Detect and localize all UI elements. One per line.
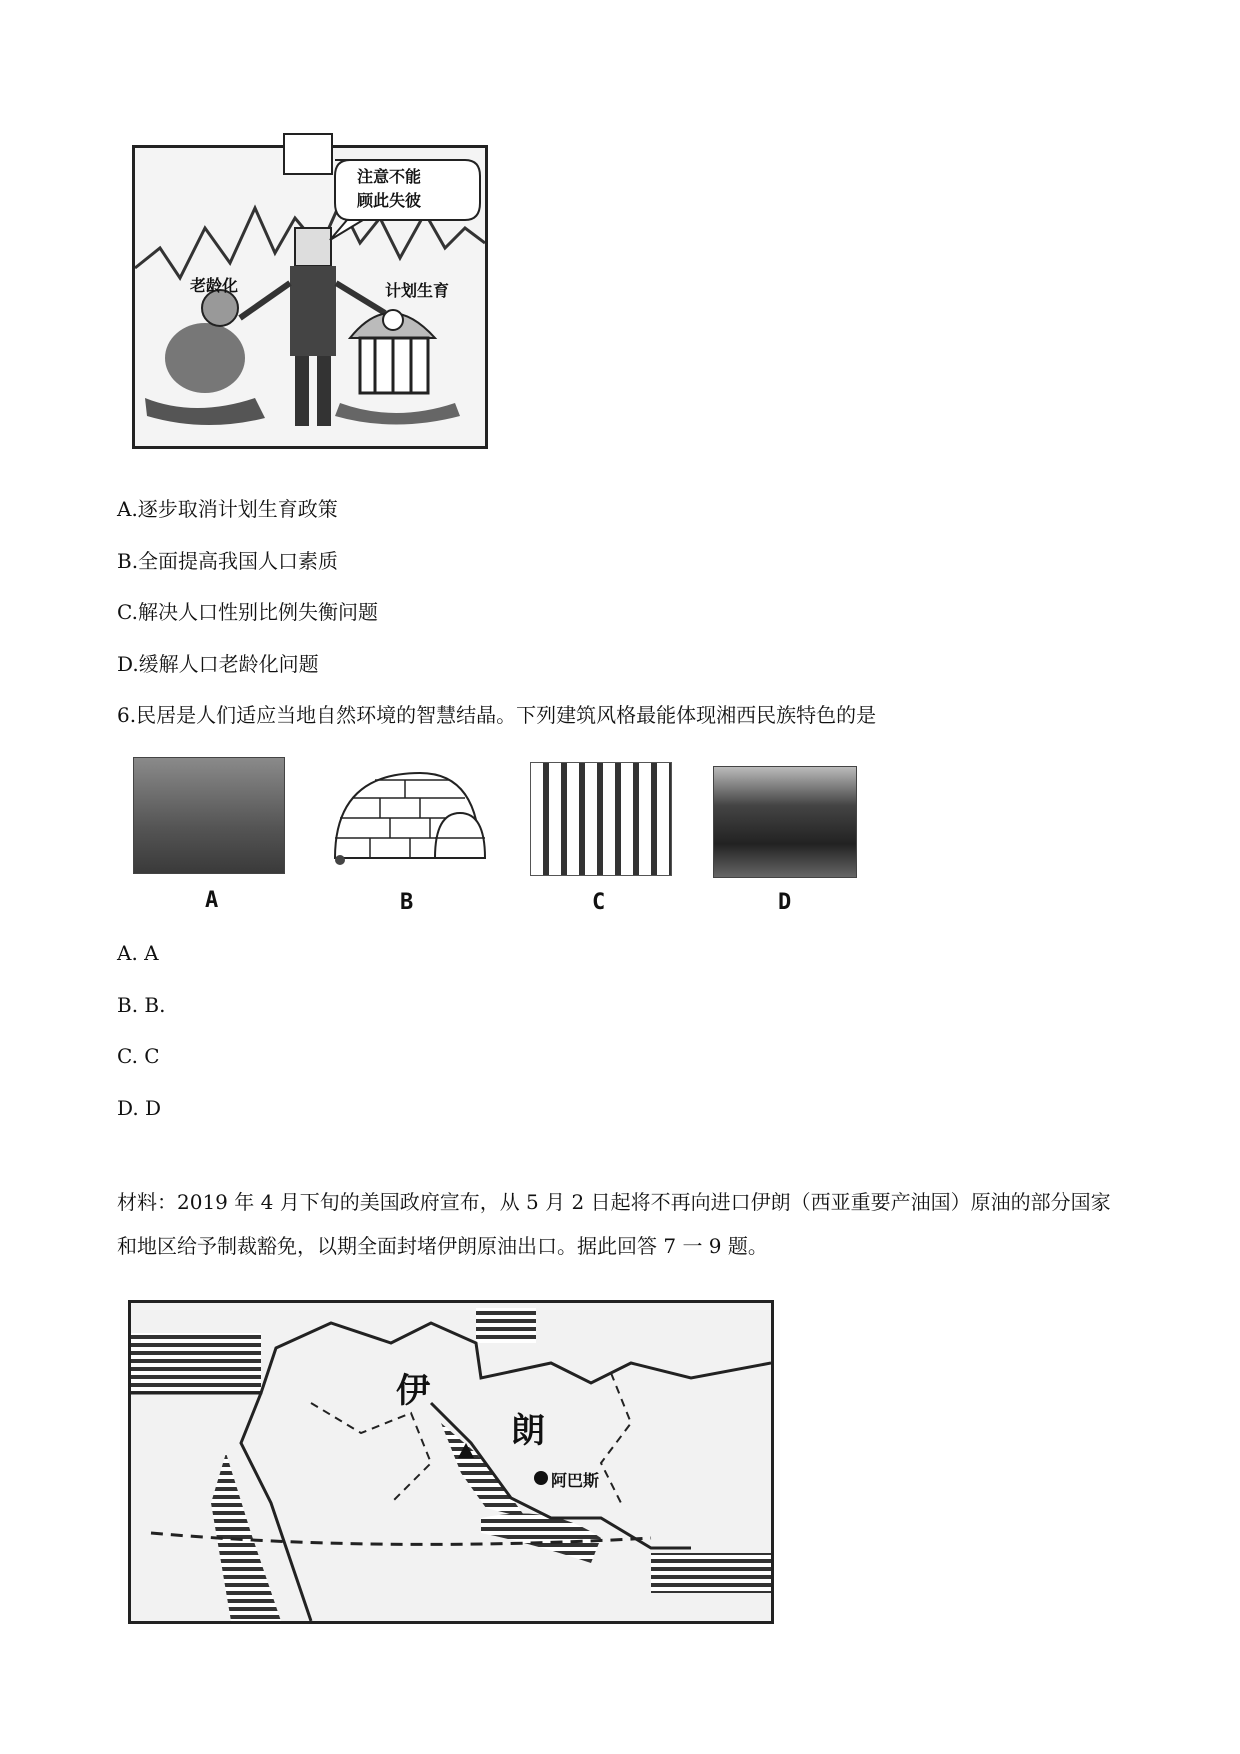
q6-image-label-d: D — [778, 890, 792, 915]
q6-image-b-igloo — [330, 768, 490, 868]
q6-image-label-b: B — [400, 890, 414, 915]
map-drawing — [131, 1303, 771, 1621]
q5-option-c: C.解决人口性别比例失衡问题 — [117, 600, 378, 624]
q6-image-label-a: A — [205, 888, 219, 913]
cartoon-top-box — [283, 133, 333, 175]
label-family-planning: 计划生育 — [385, 281, 450, 300]
map-figure — [128, 1300, 774, 1624]
q6-image-a — [133, 757, 285, 874]
material-paragraph: 材料：2019 年 4 月下旬的美国政府宣布，从 5 月 2 日起将不再向进口伊朗（西亚重要产油国）原油的部分国家和地区给予制裁豁免，以期全面封堵伊朗原油出口。据此回答 7 一 9 题。 — [117, 1190, 1111, 1258]
q6-option-d: D. D — [117, 1096, 162, 1120]
map-label-city-abbas: 阿巴斯 — [551, 1471, 600, 1490]
map-label-iran-2: 朗 — [511, 1411, 545, 1451]
q5-option-a: A.逐步取消计划生育政策 — [117, 497, 338, 521]
q6-option-c: C. C — [117, 1044, 160, 1068]
q5-option-d: D.缓解人口老龄化问题 — [117, 652, 319, 676]
map-label-iran-1: 伊 — [396, 1371, 430, 1411]
bubble-text-line2: 顾此失彼 — [357, 191, 422, 210]
q6-image-d — [713, 766, 857, 878]
q6-option-a: A. A — [117, 941, 159, 965]
bubble-text-line1: 注意不能 — [357, 167, 422, 186]
label-aging: 老龄化 — [190, 276, 239, 295]
q6-stem: 6.民居是人们适应当地自然环境的智慧结晶。下列建筑风格最能体现湘西民族特色的是 — [117, 703, 877, 727]
q6-image-label-c: C — [592, 890, 606, 915]
cartoon-figure — [132, 145, 488, 449]
q6-image-c — [530, 762, 672, 876]
q5-option-b: B.全面提高我国人口素质 — [117, 549, 339, 573]
q6-option-b: B. B. — [117, 993, 166, 1017]
